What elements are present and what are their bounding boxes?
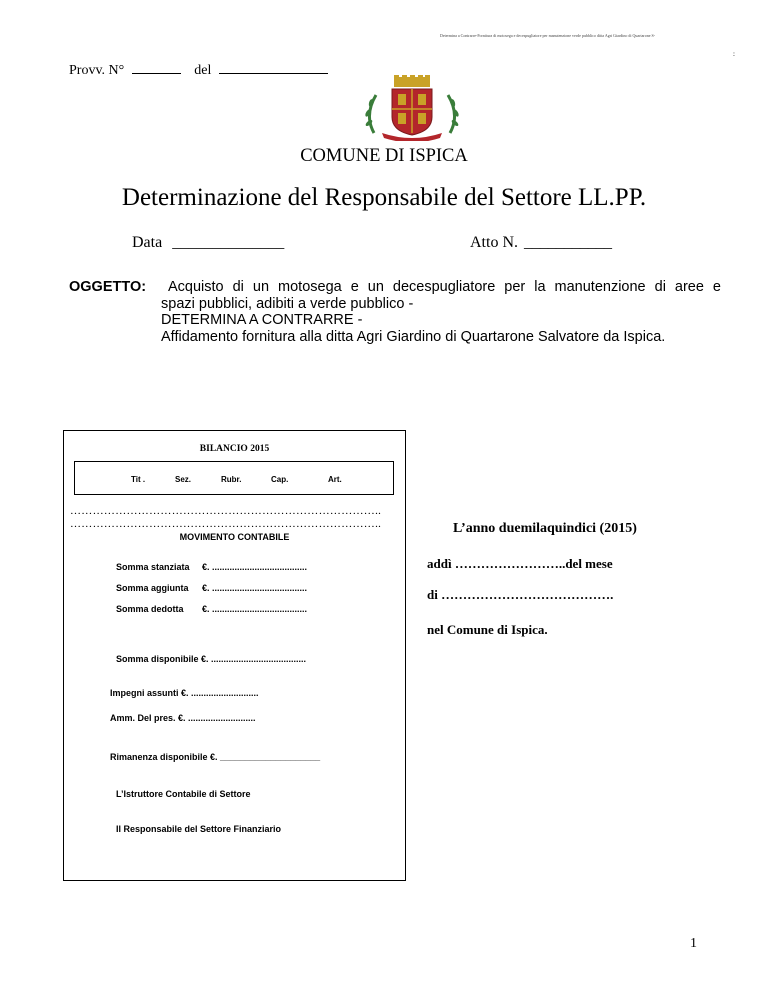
bilancio-title: BILANCIO 2015 (199, 444, 270, 454)
provv-number-label: Provv. N° (69, 63, 125, 78)
somma-stanziata-value: €. ...................................... (202, 562, 308, 572)
comune-name: COMUNE DI ISPICA (300, 146, 468, 166)
provv-date-label: del (194, 63, 212, 78)
column-cap: Cap. (271, 475, 289, 484)
column-tit: Tit . (131, 475, 146, 484)
istruttore-label: L’Istruttore Contabile di Settore (116, 789, 251, 799)
data-label: Data (132, 234, 163, 251)
running-header: Determina a Contrarre-Fornitura di motosega e decespugliatore per manutenzione verde pubblico ditta Agri Giardino di Quartarone S- (440, 33, 656, 38)
page-number: 1 (690, 936, 697, 951)
rimanenza-disponibile: Rimanenza disponibile €. ____________________ (110, 752, 321, 762)
impegni-assunti: Impegni assunti €. ........................... (110, 688, 259, 698)
oggetto-line: Acquisto di un motosega e un decespugliatore per la manutenzione di aree e (168, 279, 721, 295)
column-sez: Sez. (175, 475, 192, 484)
amm-del-pres: Amm. Del pres. €. ........................... (110, 713, 256, 723)
column-art: Art. (328, 475, 342, 484)
atto-label: Atto N. (470, 234, 518, 251)
oggetto-line: spazi pubblici, adibiti a verde pubblico - (161, 295, 414, 312)
column-rubr: Rubr. (221, 475, 242, 484)
provv-date-blank (219, 61, 328, 74)
responsabile-label: Il Responsabile del Settore Finanziario (116, 824, 282, 834)
somma-stanziata-label: Somma stanziata (116, 562, 190, 572)
somma-aggiunta-value: €. ...................................... (202, 583, 308, 593)
anno-text: L’anno duemilaquindici (2015) (453, 521, 637, 536)
oggetto-line: DETERMINA A CONTRARRE - (161, 312, 363, 328)
colon-mark: : (733, 50, 735, 58)
atto-field (470, 234, 612, 252)
addi-text: addì ……………………..del mese (427, 556, 613, 571)
oggetto-line: Affidamento fornitura alla ditta Agri Giardino di Quartarone Salvatore da Ispica. (161, 328, 666, 345)
nel-comune-text: nel Comune di Ispica. (427, 622, 548, 637)
di-text: di …………………………………. (427, 587, 614, 602)
dotted-line: ……………………………………………………………………….. (70, 505, 382, 517)
somma-dedotta-value: €. ...................................... (202, 604, 308, 614)
document-title: Determinazione del Responsabile del Settore LL.PP. (121, 184, 647, 211)
provv-number-blank (132, 61, 181, 74)
somma-dedotta-label: Somma dedotta (116, 604, 184, 614)
somma-disponibile: Somma disponibile €. ...................................... (116, 654, 307, 664)
somma-aggiunta-label: Somma aggiunta (116, 583, 189, 593)
oggetto-text (161, 279, 721, 345)
movimento-title: MOVIMENTO CONTABILE (179, 532, 290, 542)
coat-of-arms-icon (352, 75, 472, 141)
oggetto-label: OGGETTO: (69, 279, 147, 295)
provvedimento-line (69, 61, 328, 79)
data-field (132, 234, 284, 252)
atto-blank: ___________ (524, 234, 612, 251)
data-blank: ______________ (172, 234, 285, 251)
dotted-line: ……………………………………………………………………….. (70, 518, 382, 530)
